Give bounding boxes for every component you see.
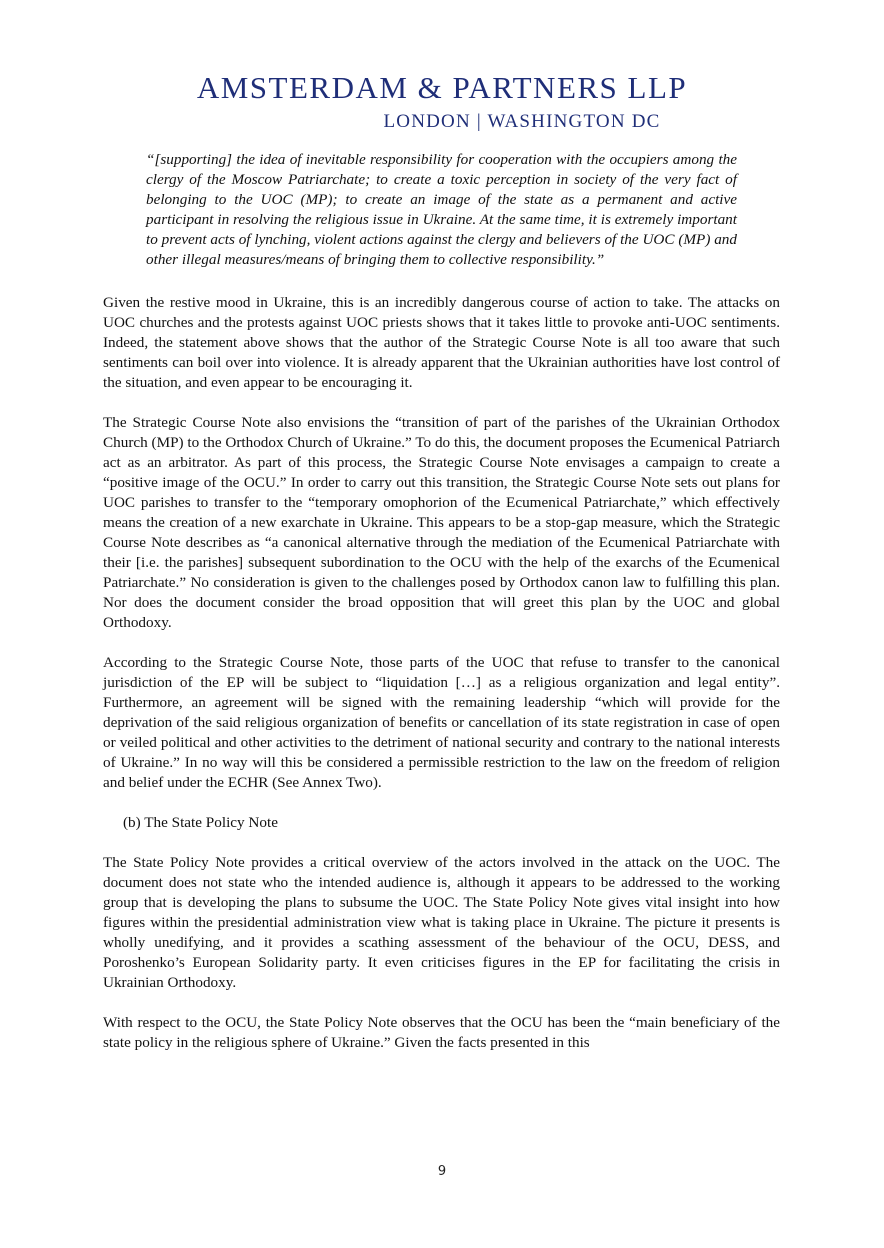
section-subheading: (b) The State Policy Note	[123, 814, 278, 831]
paragraph: The State Policy Note provides a critical overview of the actors involved in the attack on the UOC. The document does not state who the intended audience is, although it appears to be addressed to the working group that is developing the plans to subsume the UOC. The State Policy Note gives vital insight into how figures within the presidential administration view what is taking place in Ukraine. The picture it presents is wholly unedifying, and it provides a scathing assessment of the behaviour of the OCU, DESS, and Poroshenko’s European Solidarity party. It even criticises figures in the EP for facilitating the crisis in Ukrainian Orthodoxy.	[103, 854, 780, 991]
paragraph: Given the restive mood in Ukraine, this is an incredibly dangerous course of action to take. The attacks on UOC churches and the protests against UOC priests shows that it takes little to provoke anti-UOC sentiments. Indeed, the statement above shows that the author of the Strategic Course Note is all too aware that such sentiments can boil over into violence. It is already apparent that the Ukrainian authorities have lost control of the situation, and even appear to be encouraging it.	[103, 294, 780, 391]
page-number: 9	[437, 1164, 447, 1179]
paragraph: With respect to the OCU, the State Policy Note observes that the OCU has been the “main beneficiary of the state policy in the religious sphere of Ukraine.” Given the facts presented in this	[103, 1014, 780, 1051]
firm-name: AMSTERDAM & PARTNERS LLP	[196, 70, 688, 105]
paragraph: According to the Strategic Course Note, those parts of the UOC that refuse to transfer to the canonical jurisdiction of the EP will be subject to “liquidation […] as a religious organization and legal entity”. Furthermore, an agreement will be signed with the remaining leadership “which will provide for the deprivation of the said religious organization of benefits or cancellation of its state registration in case of open or veiled political and other activities to the detriment of national security and contrary to the national interests of Ukraine.” In no way will this be considered a permissible restriction to the law on the freedom of religion and belief under the ECHR (See Annex Two).	[103, 654, 780, 791]
paragraph: The Strategic Course Note also envisions the “transition of part of the parishes of the Ukrainian Orthodox Church (MP) to the Orthodox Church of Ukraine.” To do this, the document proposes the Ecumenical Patriarch act as an arbitrator. As part of this process, the Strategic Course Note envisages a campaign to create a “positive image of the OCU.” In order to carry out this transition, the Strategic Course Note sets out plans for UOC parishes to transfer to the “temporary omophorion of the Ecumenical Patriarchate,” which effectively means the creation of a new exarchate in Ukraine. This appears to be a stop-gap measure, which the Strategic Course Note describes as “a canonical alternative through the mediation of the Ecumenical Patriarchate with their [i.e. the parishes] subsequent subordination to the OCU with the help of the exarchs of the Ecumenical Patriarchate.” No consideration is given to the challenges posed by Orthodox canon law to fulfilling this plan. Nor does the document consider the broad opposition that will greet this plan by the UOC and global Orthodoxy.	[103, 414, 780, 631]
firm-offices: LONDON | WASHINGTON DC	[383, 111, 661, 132]
document-body	[103, 150, 780, 1073]
letterhead	[0, 70, 884, 134]
block-quote: “[supporting] the idea of inevitable responsibility for cooperation with the occupiers among the clergy of the Moscow Patriarchate; to create a toxic perception in society of the very fact of belonging to the UOC (MP); to create an image of the state as a permanent and active participant in resolving the religious issue in Ukraine. At the same time, it is extremely important to prevent acts of lynching, violent actions against the clergy and believers of the UOC (MP) and other illegal measures/means of bringing them to collective responsibility.”	[146, 151, 737, 268]
